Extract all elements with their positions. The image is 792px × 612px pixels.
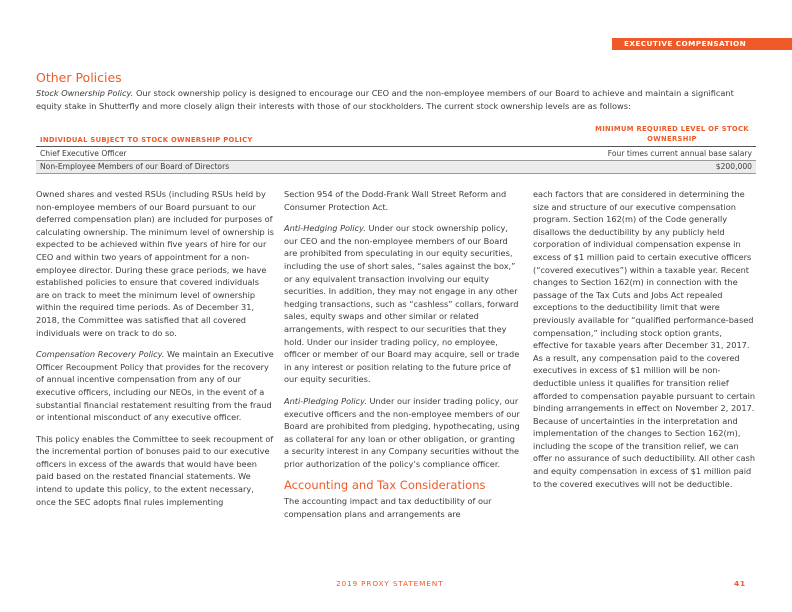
intro-text: Our stock ownership policy is designed to encourage our CEO and the non-employee members of our Board to achieve and maintain a significant equity stake in Shutterfly and more closely align their interests with those of our stockholders. The current stock ownership levels are as follows: <box>36 88 734 111</box>
table-header-individual: INDIVIDUAL SUBJECT TO STOCK OWNERSHIP POLICY <box>36 124 588 147</box>
section-162m-paragraph: each factors that are considered in determining the size and structure of our executive compensation program. Section 162(m) of the Code generally disallows the deductibility by any publicly held corporation of individual compensation expense in excess of $1 million paid to certain executive officers (“covered executives”) within a taxable year. Recent changes to Section 162(m) in connection with the passage of the Tax Cuts and Jobs Act repealed exceptions to the deductibility limit that were previously available for “qualified performance-based compensation,” including stock option grants, effective for taxable years after December 31, 2017. As a result, any compensation paid to the covered executives in excess of $1 million will be non-deductible unless it qualifies for transition relief afforded to compensation payable pursuant to certain binding arrangements in effect on November 2, 2017. Because of uncertainties in the interpretation and implementation of the changes to Section 162(m), including the scope of the transition relief, we can offer no assurance of such deductibility. All other cash and equity compensation in excess of $1 million paid to the covered executives will not be deductible. <box>533 189 756 489</box>
ownership-calculation-paragraph: Owned shares and vested RSUs (including RSUs held by non-employee members of our Board pursuant to our deferred compensation plan) are included for purposes of calculating ownership. The minimum level of ownership is expected to be achieved within five years of hire for our CEO and within two years of appointment for a non-employee director. During these grace periods, we have established policies to ensure that covered individuals are on track to meet the minimum level of ownership within the required time periods. As of December 31, 2018, the Committee was satisfied that all covered individuals were on track to do so. <box>36 189 274 338</box>
compensation-recovery-paragraph <box>36 348 274 424</box>
table-cell-individual: Chief Executive Officer <box>36 147 588 161</box>
anti-pledging-lead: Anti-Pledging Policy. <box>284 395 367 406</box>
intro-paragraph <box>36 87 756 112</box>
table-cell-level: $200,000 <box>588 160 756 174</box>
stock-ownership-table <box>36 124 756 174</box>
table-header-row <box>36 124 756 147</box>
intro-lead: Stock Ownership Policy. <box>36 88 134 98</box>
anti-hedging-lead: Anti-Hedging Policy. <box>284 223 366 234</box>
left-column <box>36 188 274 517</box>
footer-label: 2019 PROXY STATEMENT <box>336 579 444 588</box>
dodd-frank-paragraph: Section 954 of the Dodd-Frank Wall Street Reform and Consumer Protection Act. <box>284 189 507 212</box>
anti-pledging-paragraph <box>284 395 520 471</box>
middle-column <box>284 188 520 529</box>
anti-pledging-text: Under our insider trading policy, our executive officers and the non-employee members of our Board are prohibited from pledging, hypothecating, using as collateral for any loan or other obligation, or granting a security interest in any Company securities without the prior authorization of the policy’s compliance officer. <box>284 395 520 469</box>
section-tab: EXECUTIVE COMPENSATION <box>612 38 792 50</box>
accounting-tax-paragraph: The accounting impact and tax deductibility of our compensation plans and arrangements are <box>284 496 492 519</box>
table-cell-level: Four times current annual base salary <box>588 147 756 161</box>
compensation-recovery-text: We maintain an Executive Officer Recoupment Policy that provides for the recovery of annual incentive compensation from any of our executive officers, including our NEOs, in the event of a substantial financial restatement resulting from the fraud or intentional misconduct of any executive officer. <box>36 349 274 423</box>
compensation-recovery-lead: Compensation Recovery Policy. <box>36 349 165 360</box>
right-column <box>533 188 758 499</box>
page-footer <box>0 579 792 591</box>
table-header-minimum-level: MINIMUM REQUIRED LEVEL OF STOCK OWNERSHIP <box>588 124 756 147</box>
table-cell-individual: Non-Employee Members of our Board of Directors <box>36 160 588 174</box>
accounting-tax-heading: Accounting and Tax Considerations <box>284 478 486 493</box>
section-title: Other Policies <box>36 70 122 85</box>
anti-hedging-paragraph <box>284 222 520 386</box>
page-number: 41 <box>734 579 746 588</box>
table-row <box>36 147 756 161</box>
table-row <box>36 160 756 174</box>
recoupment-paragraph: This policy enables the Committee to seek recoupment of the incremental portion of bonuses paid to our executive officers in excess of the awards that would have been paid based on the restated financial statements. We intend to update this policy, to the extent necessary, once the SEC adopts final rules implementing <box>36 433 274 507</box>
anti-hedging-text: Under our stock ownership policy, our CEO and the non-employee members of our Board are prohibited from speculating in our equity securities, including the use of short sales, “sales against the box,” or any equivalent transaction involving our equity securities. In addition, they may not engage in any other hedging transactions, such as “cashless” collars, forward sales, equity swaps and other similar or related arrangements, with respect to our securities that they hold. Under our insider trading policy, no employee, officer or member of our Board may acquire, sell or trade in any interest or position relating to the future price of our equity securities. <box>284 223 520 385</box>
